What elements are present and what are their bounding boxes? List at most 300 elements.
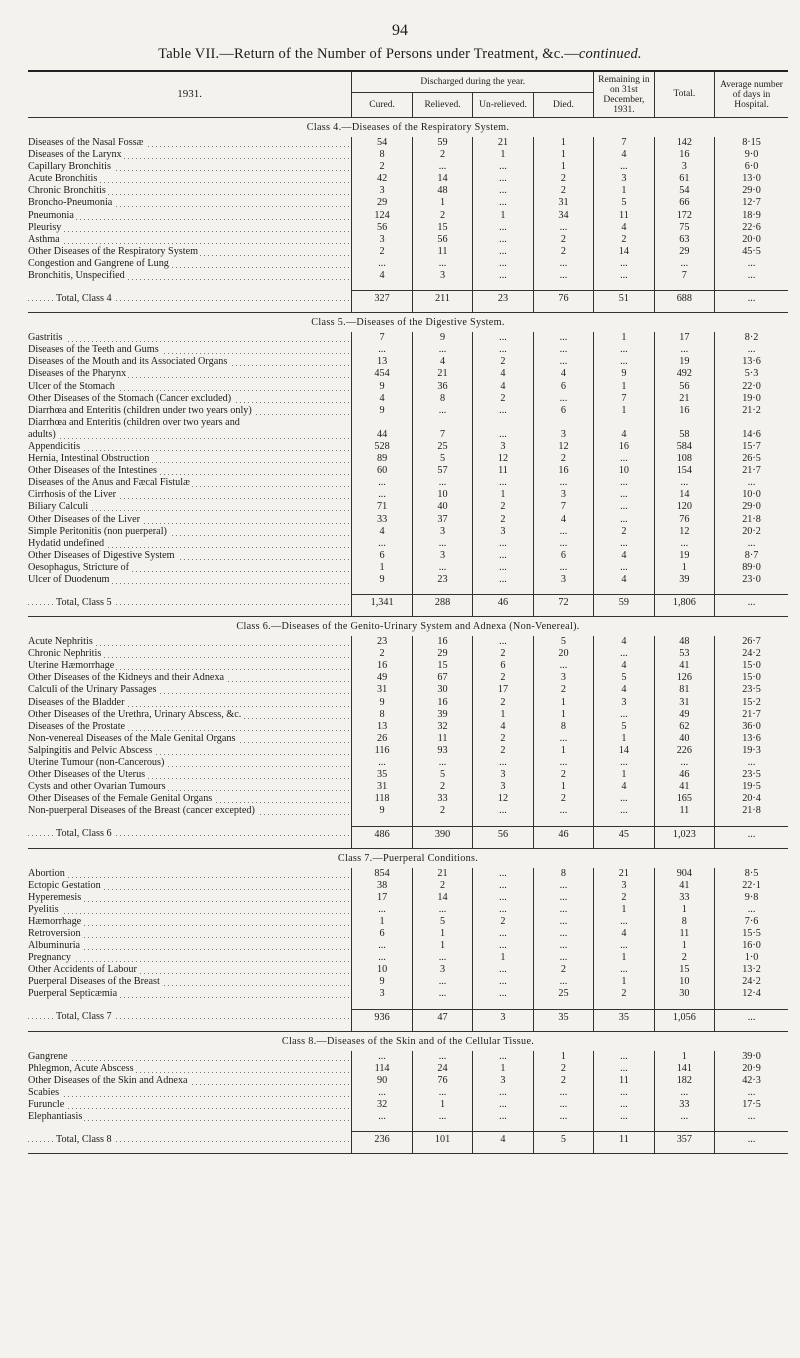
table-cell: 1	[533, 697, 593, 709]
row-label-text: Salpingitis and Pelvic Abscess	[28, 744, 153, 756]
total-cell: 236	[352, 1132, 412, 1148]
total-label	[28, 1132, 352, 1148]
table-cell: 39	[412, 709, 472, 721]
table-row	[28, 222, 788, 234]
table-cell: ...	[473, 904, 533, 916]
table-cell: 1	[594, 381, 654, 393]
table-cell: 15	[412, 660, 472, 672]
row-label-text: Other Diseases of the Stomach (Cancer excluded)	[28, 392, 232, 404]
table-cell: ...	[352, 477, 412, 489]
row-label-text: Uterine Tumour (non-Cancerous)	[28, 757, 165, 769]
table-row	[28, 185, 788, 197]
table-cell: 89	[352, 453, 412, 465]
total-cell: ...	[715, 595, 788, 611]
table-cell: 16·0	[715, 940, 788, 952]
row-label	[28, 916, 352, 928]
section-end-cell	[533, 1147, 593, 1154]
table-row	[28, 332, 788, 344]
table-cell: 9·0	[715, 149, 788, 161]
table-cell: 2	[473, 672, 533, 684]
table-cell: 1	[412, 940, 472, 952]
row-label	[28, 793, 352, 805]
table-cell: 12·7	[715, 197, 788, 209]
table-cell: 3	[473, 441, 533, 453]
total-cell: 211	[412, 291, 472, 307]
table-cell: 14	[412, 173, 472, 185]
class-heading-row	[28, 617, 788, 637]
spacer-cell	[28, 1123, 352, 1132]
spacer-cell	[594, 282, 654, 291]
table-cell: 15·2	[715, 697, 788, 709]
table-cell: 17·5	[715, 1099, 788, 1111]
row-label	[28, 648, 352, 660]
table-cell: 36	[412, 381, 472, 393]
row-label-text: Chronic Nephritis	[28, 648, 102, 660]
spacer-cell	[352, 1123, 412, 1132]
table-cell: 6	[533, 405, 593, 417]
table-cell: 10	[594, 465, 654, 477]
table-cell: 13·6	[715, 356, 788, 368]
table-cell: 12	[533, 441, 593, 453]
table-cell: ...	[533, 928, 593, 940]
total-row	[28, 826, 788, 842]
table-row	[28, 1063, 788, 1075]
table-cell: ...	[594, 709, 654, 721]
table-cell: 15·0	[715, 672, 788, 684]
row-label	[28, 892, 352, 904]
table-cell: 2	[533, 1075, 593, 1087]
total-cell: 35	[594, 1009, 654, 1025]
total-cell: ...	[715, 1009, 788, 1025]
table-cell: 21·7	[715, 465, 788, 477]
total-label	[28, 595, 352, 611]
table-cell: 10	[412, 489, 472, 501]
table-cell: ...	[594, 489, 654, 501]
row-label	[28, 405, 352, 417]
total-cell: 51	[594, 291, 654, 307]
table-cell: 1	[473, 149, 533, 161]
total-cell: 56	[473, 826, 533, 842]
table-cell: 1	[473, 489, 533, 501]
table-cell: 4	[594, 550, 654, 562]
table-cell: ...	[533, 940, 593, 952]
table-cell: 1	[594, 405, 654, 417]
table-cell: ...	[412, 477, 472, 489]
table-cell: 528	[352, 441, 412, 453]
table-cell: 26·7	[715, 636, 788, 648]
table-cell: ...	[473, 868, 533, 880]
spacer-cell	[533, 282, 593, 291]
table-cell: 2	[352, 246, 412, 258]
table-cell: 7	[412, 429, 472, 441]
table-cell: ...	[352, 940, 412, 952]
row-label	[28, 1051, 352, 1063]
table-cell: 25	[533, 988, 593, 1000]
table-cell: 141	[654, 1063, 714, 1075]
table-cell: 29	[412, 648, 472, 660]
table-cell: 1	[594, 332, 654, 344]
table-cell: ...	[473, 405, 533, 417]
table-cell: ...	[594, 356, 654, 368]
table-cell: 126	[654, 672, 714, 684]
row-label-text: Hyperemesis	[28, 891, 82, 903]
row-label	[28, 246, 352, 258]
row-label-text: Diseases of the Anus and Fæcal Fistulæ	[28, 477, 190, 489]
row-label-text: Ectopic Gestation	[28, 879, 101, 891]
table-cell: 14	[594, 745, 654, 757]
table-cell: 5	[594, 721, 654, 733]
table-cell: 3	[473, 526, 533, 538]
spacer-cell	[715, 282, 788, 291]
table-cell: 90	[352, 1075, 412, 1087]
table-row	[28, 562, 788, 574]
table-cell: 21	[473, 137, 533, 149]
table-cell: 1	[654, 562, 714, 574]
row-label-text: Other Diseases of Digestive System	[28, 549, 175, 561]
table-row	[28, 429, 788, 441]
table-cell: 4	[594, 222, 654, 234]
table-row	[28, 672, 788, 684]
table-cell: 46	[654, 769, 714, 781]
section-end-cell	[654, 1147, 714, 1154]
table-cell: 1	[352, 562, 412, 574]
table-row	[28, 721, 788, 733]
table-cell: 12	[473, 453, 533, 465]
table-cell: 3	[473, 769, 533, 781]
table-cell: 48	[654, 636, 714, 648]
table-cell: 21·8	[715, 514, 788, 526]
row-label-text: Calculi of the Urinary Passages	[28, 684, 157, 696]
spacer-cell	[654, 818, 714, 827]
row-label-text: Albuminuria	[28, 940, 81, 952]
table-cell: 39	[654, 574, 714, 586]
table-cell: 9	[412, 332, 472, 344]
table-cell: 54	[654, 185, 714, 197]
table-cell: 2	[473, 648, 533, 660]
table-cell: ...	[533, 393, 593, 405]
table-cell: ...	[533, 526, 593, 538]
table-cell: 32	[352, 1099, 412, 1111]
table-cell: ...	[352, 757, 412, 769]
table-cell: 13	[352, 356, 412, 368]
spacer-row	[28, 818, 788, 827]
table-cell: 20·2	[715, 526, 788, 538]
row-label-text: Other Diseases of the Skin and Adnexa	[28, 1074, 188, 1086]
table-row	[28, 660, 788, 672]
spacer-cell	[715, 818, 788, 827]
table-cell: 57	[412, 465, 472, 477]
spacer-cell	[715, 586, 788, 595]
class-heading-row	[28, 313, 788, 333]
unrelieved-header: Un-relieved.	[473, 93, 533, 118]
total-cell: 688	[654, 291, 714, 307]
row-label-text: Bronchitis, Unspecified	[28, 270, 125, 282]
table-cell: 4	[352, 393, 412, 405]
table-cell: ...	[715, 477, 788, 489]
table-cell: 16	[412, 697, 472, 709]
table-cell: 44	[352, 429, 412, 441]
row-label-text: Retroversion	[28, 927, 81, 939]
table-cell: 116	[352, 745, 412, 757]
table-cell: ...	[533, 805, 593, 817]
table-cell: 2	[594, 892, 654, 904]
total-cell: 1,056	[654, 1009, 714, 1025]
table-cell: ...	[533, 538, 593, 550]
table-cell: 4	[594, 574, 654, 586]
table-row	[28, 1051, 788, 1063]
spacer-cell	[715, 1001, 788, 1010]
spacer-cell	[412, 282, 472, 291]
row-label-text: Diseases of the Nasal Fossæ	[28, 137, 144, 148]
table-cell: 16	[533, 465, 593, 477]
row-label	[28, 672, 352, 684]
row-label	[28, 574, 352, 586]
table-cell: 60	[352, 465, 412, 477]
row-label	[28, 757, 352, 769]
table-cell: 4	[594, 928, 654, 940]
row-label	[28, 465, 352, 477]
table-row	[28, 733, 788, 745]
class-heading-row	[28, 118, 788, 138]
table-cell: 2	[473, 514, 533, 526]
table-cell: 8·15	[715, 137, 788, 149]
table-cell: 5	[533, 636, 593, 648]
spacer-cell	[533, 1123, 593, 1132]
class-heading: Class 5.—Diseases of the Digestive System.	[311, 317, 505, 329]
total-row	[28, 1009, 788, 1025]
table-cell: 15·0	[715, 660, 788, 672]
table-row	[28, 270, 788, 282]
row-label	[28, 258, 352, 270]
table-body	[28, 118, 788, 1154]
table-row	[28, 550, 788, 562]
row-label-text: Uterine Hæmorrhage	[28, 660, 115, 672]
table-cell: 29	[352, 197, 412, 209]
table-cell: 2	[473, 697, 533, 709]
table-cell: 8	[654, 916, 714, 928]
row-label	[28, 429, 352, 441]
table-cell: 33	[412, 793, 472, 805]
table-cell: ...	[533, 258, 593, 270]
table-cell: 2	[594, 988, 654, 1000]
total-cell: ...	[715, 1132, 788, 1148]
table-cell: 20·0	[715, 234, 788, 246]
spacer-row	[28, 1001, 788, 1010]
row-label-text: Pleurisy	[28, 221, 62, 233]
total-cell: 47	[412, 1009, 472, 1025]
table-cell: ...	[473, 805, 533, 817]
table-cell: 3	[412, 270, 472, 282]
table-cell: 904	[654, 868, 714, 880]
table-cell: 42·3	[715, 1075, 788, 1087]
table-cell: 9	[352, 805, 412, 817]
row-label	[28, 769, 352, 781]
table-cell: ...	[412, 904, 472, 916]
table-row	[28, 137, 788, 149]
table-row	[28, 648, 788, 660]
table-cell: 9	[352, 697, 412, 709]
table-cell: 10	[654, 976, 714, 988]
spacer-cell	[28, 818, 352, 827]
row-label	[28, 928, 352, 940]
row-label-text: Diseases of the Larynx	[28, 149, 122, 161]
row-label-text: Other Accidents of Labour	[28, 964, 137, 976]
table-cell: 16	[654, 149, 714, 161]
row-label-text: Diseases of the Teeth and Gums	[28, 344, 159, 356]
table-cell: 2	[654, 952, 714, 964]
table-cell: 11	[412, 246, 472, 258]
table-cell: 2	[473, 733, 533, 745]
spacer-cell	[412, 586, 472, 595]
table-row	[28, 1111, 788, 1123]
table-cell: ...	[412, 952, 472, 964]
table-row	[28, 952, 788, 964]
table-cell: 2	[412, 781, 472, 793]
table-cell: ...	[412, 405, 472, 417]
table-cell: 2	[412, 880, 472, 892]
table-header	[28, 71, 788, 118]
row-label-text: Non-venereal Diseases of the Male Genital Organs	[28, 732, 236, 744]
table-cell: 6	[352, 928, 412, 940]
table-cell: 56	[654, 381, 714, 393]
total-header: Total.	[654, 71, 714, 118]
row-label	[28, 636, 352, 648]
total-cell: 101	[412, 1132, 472, 1148]
spacer-cell	[473, 1001, 533, 1010]
table-cell: 13·6	[715, 733, 788, 745]
table-row	[28, 1075, 788, 1087]
table-cell: 19·3	[715, 745, 788, 757]
spacer-cell	[28, 1001, 352, 1010]
total-label-text: Total, Class 4	[56, 292, 112, 304]
table-row	[28, 745, 788, 757]
row-label	[28, 880, 352, 892]
row-label	[28, 344, 352, 356]
table-cell: 3	[594, 697, 654, 709]
total-cell: 390	[412, 826, 472, 842]
row-label-text: Puerperal Diseases of the Breast	[28, 976, 160, 988]
table-cell: ...	[412, 1087, 472, 1099]
total-cell: ...	[715, 826, 788, 842]
table-cell: 11	[412, 733, 472, 745]
table-cell: 11	[654, 928, 714, 940]
table-cell: ...	[594, 514, 654, 526]
row-label	[28, 222, 352, 234]
table-cell: 23·5	[715, 684, 788, 696]
table-cell: ...	[533, 344, 593, 356]
table-cell: 8	[352, 149, 412, 161]
average-days-header: Average number of days in Hospital.	[715, 71, 788, 118]
table-row	[28, 477, 788, 489]
table-cell: 15·7	[715, 441, 788, 453]
row-label-text: Other Diseases of the Liver	[28, 513, 141, 525]
table-cell: ...	[412, 562, 472, 574]
table-cell: 7	[594, 393, 654, 405]
table-row	[28, 149, 788, 161]
table-cell: 29·0	[715, 185, 788, 197]
table-row	[28, 988, 788, 1000]
table-cell: 54	[352, 137, 412, 149]
table-row	[28, 381, 788, 393]
row-label	[28, 805, 352, 817]
table-cell: 1	[412, 197, 472, 209]
table-cell: 48	[412, 185, 472, 197]
table-cell: 2	[533, 964, 593, 976]
table-row	[28, 904, 788, 916]
table-cell: 124	[352, 210, 412, 222]
row-label-text: Cysts and other Ovarian Tumours	[28, 781, 166, 793]
table-cell: ...	[473, 757, 533, 769]
table-cell: ...	[594, 501, 654, 513]
table-cell: 120	[654, 501, 714, 513]
table-cell: ...	[473, 332, 533, 344]
table-cell: 14·6	[715, 429, 788, 441]
spacer-cell	[473, 1123, 533, 1132]
row-label-text: Diseases of the Mouth and its Associated Organs	[28, 356, 228, 368]
table-cell: 23	[352, 636, 412, 648]
table-cell: 2	[533, 684, 593, 696]
table-cell: ...	[533, 332, 593, 344]
row-label	[28, 976, 352, 988]
table-row	[28, 344, 788, 356]
table-cell: 6	[352, 550, 412, 562]
row-label	[28, 709, 352, 721]
table-cell: 23·0	[715, 574, 788, 586]
table-row	[28, 405, 788, 417]
table-cell: 3	[412, 550, 472, 562]
table-cell: 20	[533, 648, 593, 660]
table-cell: ...	[533, 356, 593, 368]
total-label	[28, 826, 352, 842]
row-label-text: Diseases of the Bladder	[28, 696, 125, 708]
died-header: Died.	[533, 93, 593, 118]
row-label	[28, 1111, 352, 1123]
table-cell: 30	[412, 684, 472, 696]
table-cell: ...	[412, 344, 472, 356]
row-label	[28, 1087, 352, 1099]
table-cell: 2	[412, 805, 472, 817]
total-cell: 46	[533, 826, 593, 842]
row-label-text: Puerperal Septicæmia	[28, 988, 118, 1000]
table-cell: ...	[533, 222, 593, 234]
table-cell: 2	[473, 501, 533, 513]
table-cell: ...	[533, 904, 593, 916]
spacer-cell	[412, 1001, 472, 1010]
table-cell: ...	[594, 940, 654, 952]
table-cell: ...	[715, 904, 788, 916]
table-cell: 16	[594, 441, 654, 453]
row-label	[28, 514, 352, 526]
table-cell: 22·1	[715, 880, 788, 892]
table-cell: 2	[473, 916, 533, 928]
spacer-cell	[352, 282, 412, 291]
table-cell: ...	[352, 538, 412, 550]
table-cell: ...	[352, 344, 412, 356]
table-cell: ...	[594, 1087, 654, 1099]
table-row	[28, 417, 788, 429]
table-cell: 2	[412, 149, 472, 161]
table-row	[28, 453, 788, 465]
table-cell: 41	[654, 660, 714, 672]
table-cell: 7	[533, 501, 593, 513]
row-label-text: Diseases of the Pharynx	[28, 368, 127, 380]
table-cell: ...	[594, 258, 654, 270]
table-cell: 23·5	[715, 769, 788, 781]
table-cell: 39·0	[715, 1051, 788, 1063]
table-cell: ...	[533, 880, 593, 892]
table-cell: 21	[412, 868, 472, 880]
remaining-header: Remaining in on 31st December, 1931.	[594, 71, 654, 118]
